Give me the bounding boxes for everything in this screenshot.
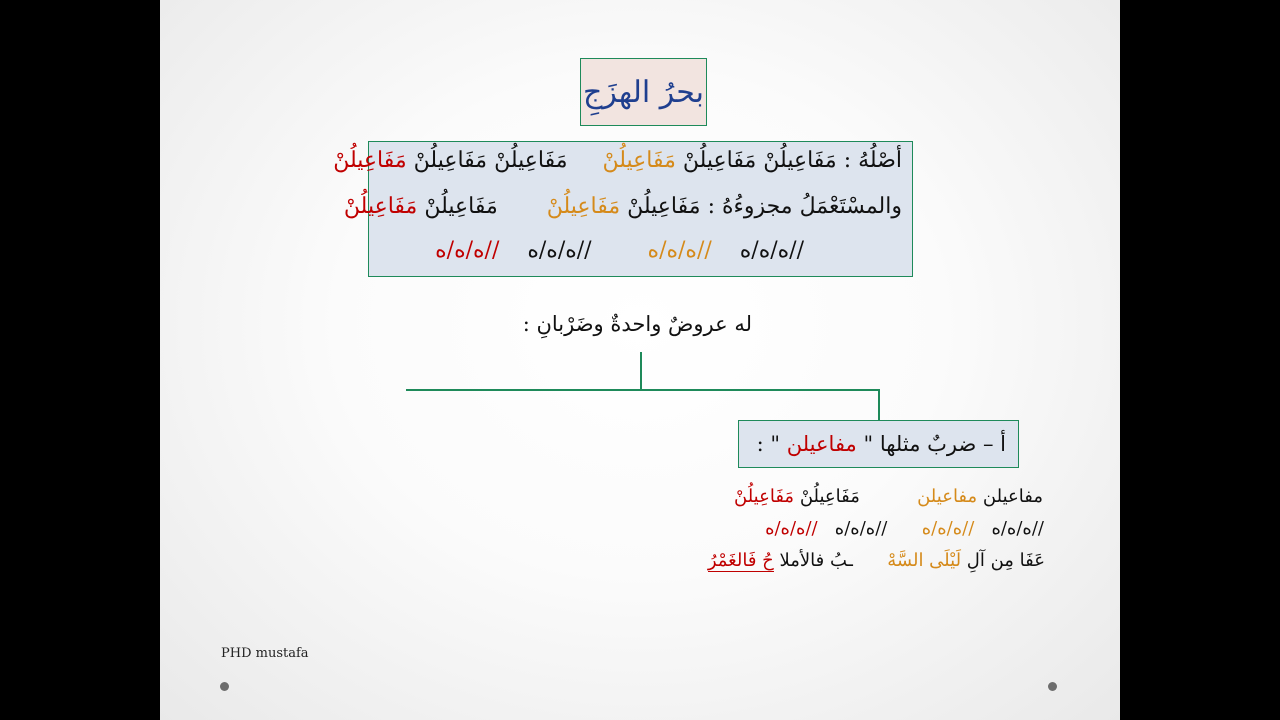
line3-seg4: //ه/ه/ه — [435, 238, 500, 263]
line3-seg3: //ه/ه/ه — [527, 238, 592, 263]
ex2-d: //ه/ه/ه — [765, 518, 818, 539]
line1-seg4: مَفَاعِيلُنْ — [333, 148, 407, 173]
line3-seg2: //ه/ه/ه — [647, 238, 712, 263]
ex1-d: مَفَاعِيلُنْ — [734, 486, 795, 507]
line2-seg3: مَفَاعِيلُنْ — [424, 194, 498, 219]
ex1-c: مَفَاعِيلُنْ — [799, 486, 860, 507]
slide-title: بحرُ الهزَجِ — [582, 74, 705, 110]
line2-label: والمسْتَعْمَلُ مجزوءُهُ : — [707, 194, 902, 219]
line3-seg1: //ه/ه/ه — [739, 238, 804, 263]
intro-text: له عروضٌ واحدةٌ وضَرْبانِ : — [522, 312, 752, 336]
connector-horizontal — [406, 389, 879, 391]
example-row-1 — [734, 486, 1043, 507]
title-box — [580, 58, 707, 126]
line1-label: أصْلُهُ : — [843, 148, 902, 173]
subsection-highlight: مفاعيلن — [786, 432, 857, 456]
ex2-b: //ه/ه/ه — [921, 518, 975, 539]
ex2-a: //ه/ه/ه — [991, 518, 1044, 539]
subsection-heading — [739, 432, 1006, 456]
line1-seg3: مَفَاعِيلُنْ مَفَاعِيلُنْ — [413, 148, 568, 173]
line1-seg2: مَفَاعِيلُنْ — [602, 148, 676, 173]
ex3-c: ـبُ فالأملا — [779, 550, 853, 571]
definition-line-3 — [435, 238, 804, 263]
ex3-a: عَفَا مِن آلِ — [966, 550, 1045, 571]
footer-author: PHD mustafa — [221, 646, 309, 661]
slide — [160, 0, 1120, 720]
line2-seg2: مَفَاعِيلُنْ — [546, 194, 621, 219]
slide-dot-right — [1048, 682, 1057, 691]
definition-line-1 — [333, 148, 902, 173]
ex1-a: مفاعيلن — [982, 486, 1043, 507]
line2-seg1: مَفَاعِيلُنْ — [627, 194, 701, 219]
ex3-b: لَيْلَى السَّهْ — [887, 550, 962, 571]
ex3-d: حُ فَالغَمْرُ — [707, 550, 774, 571]
slide-dot-left — [220, 682, 229, 691]
subsection-suffix: " : — [756, 432, 781, 456]
definition-line-2 — [344, 194, 902, 219]
connector-vertical-right — [878, 389, 880, 420]
line2-seg4: مَفَاعِيلُنْ — [343, 194, 418, 219]
ex1-b: مفاعيلن — [917, 486, 978, 507]
definition-box — [333, 141, 913, 277]
example-row-3 — [708, 550, 1045, 571]
example-row-2 — [765, 518, 1044, 539]
ex2-c: //ه/ه/ه — [834, 518, 888, 539]
subsection-prefix: أ – ضربٌ مثلها " — [863, 432, 1006, 456]
subsection-box — [738, 420, 1019, 468]
line1-seg1: مَفَاعِيلُنْ مَفَاعِيلُنْ — [682, 148, 837, 173]
connector-vertical-top — [640, 352, 642, 390]
